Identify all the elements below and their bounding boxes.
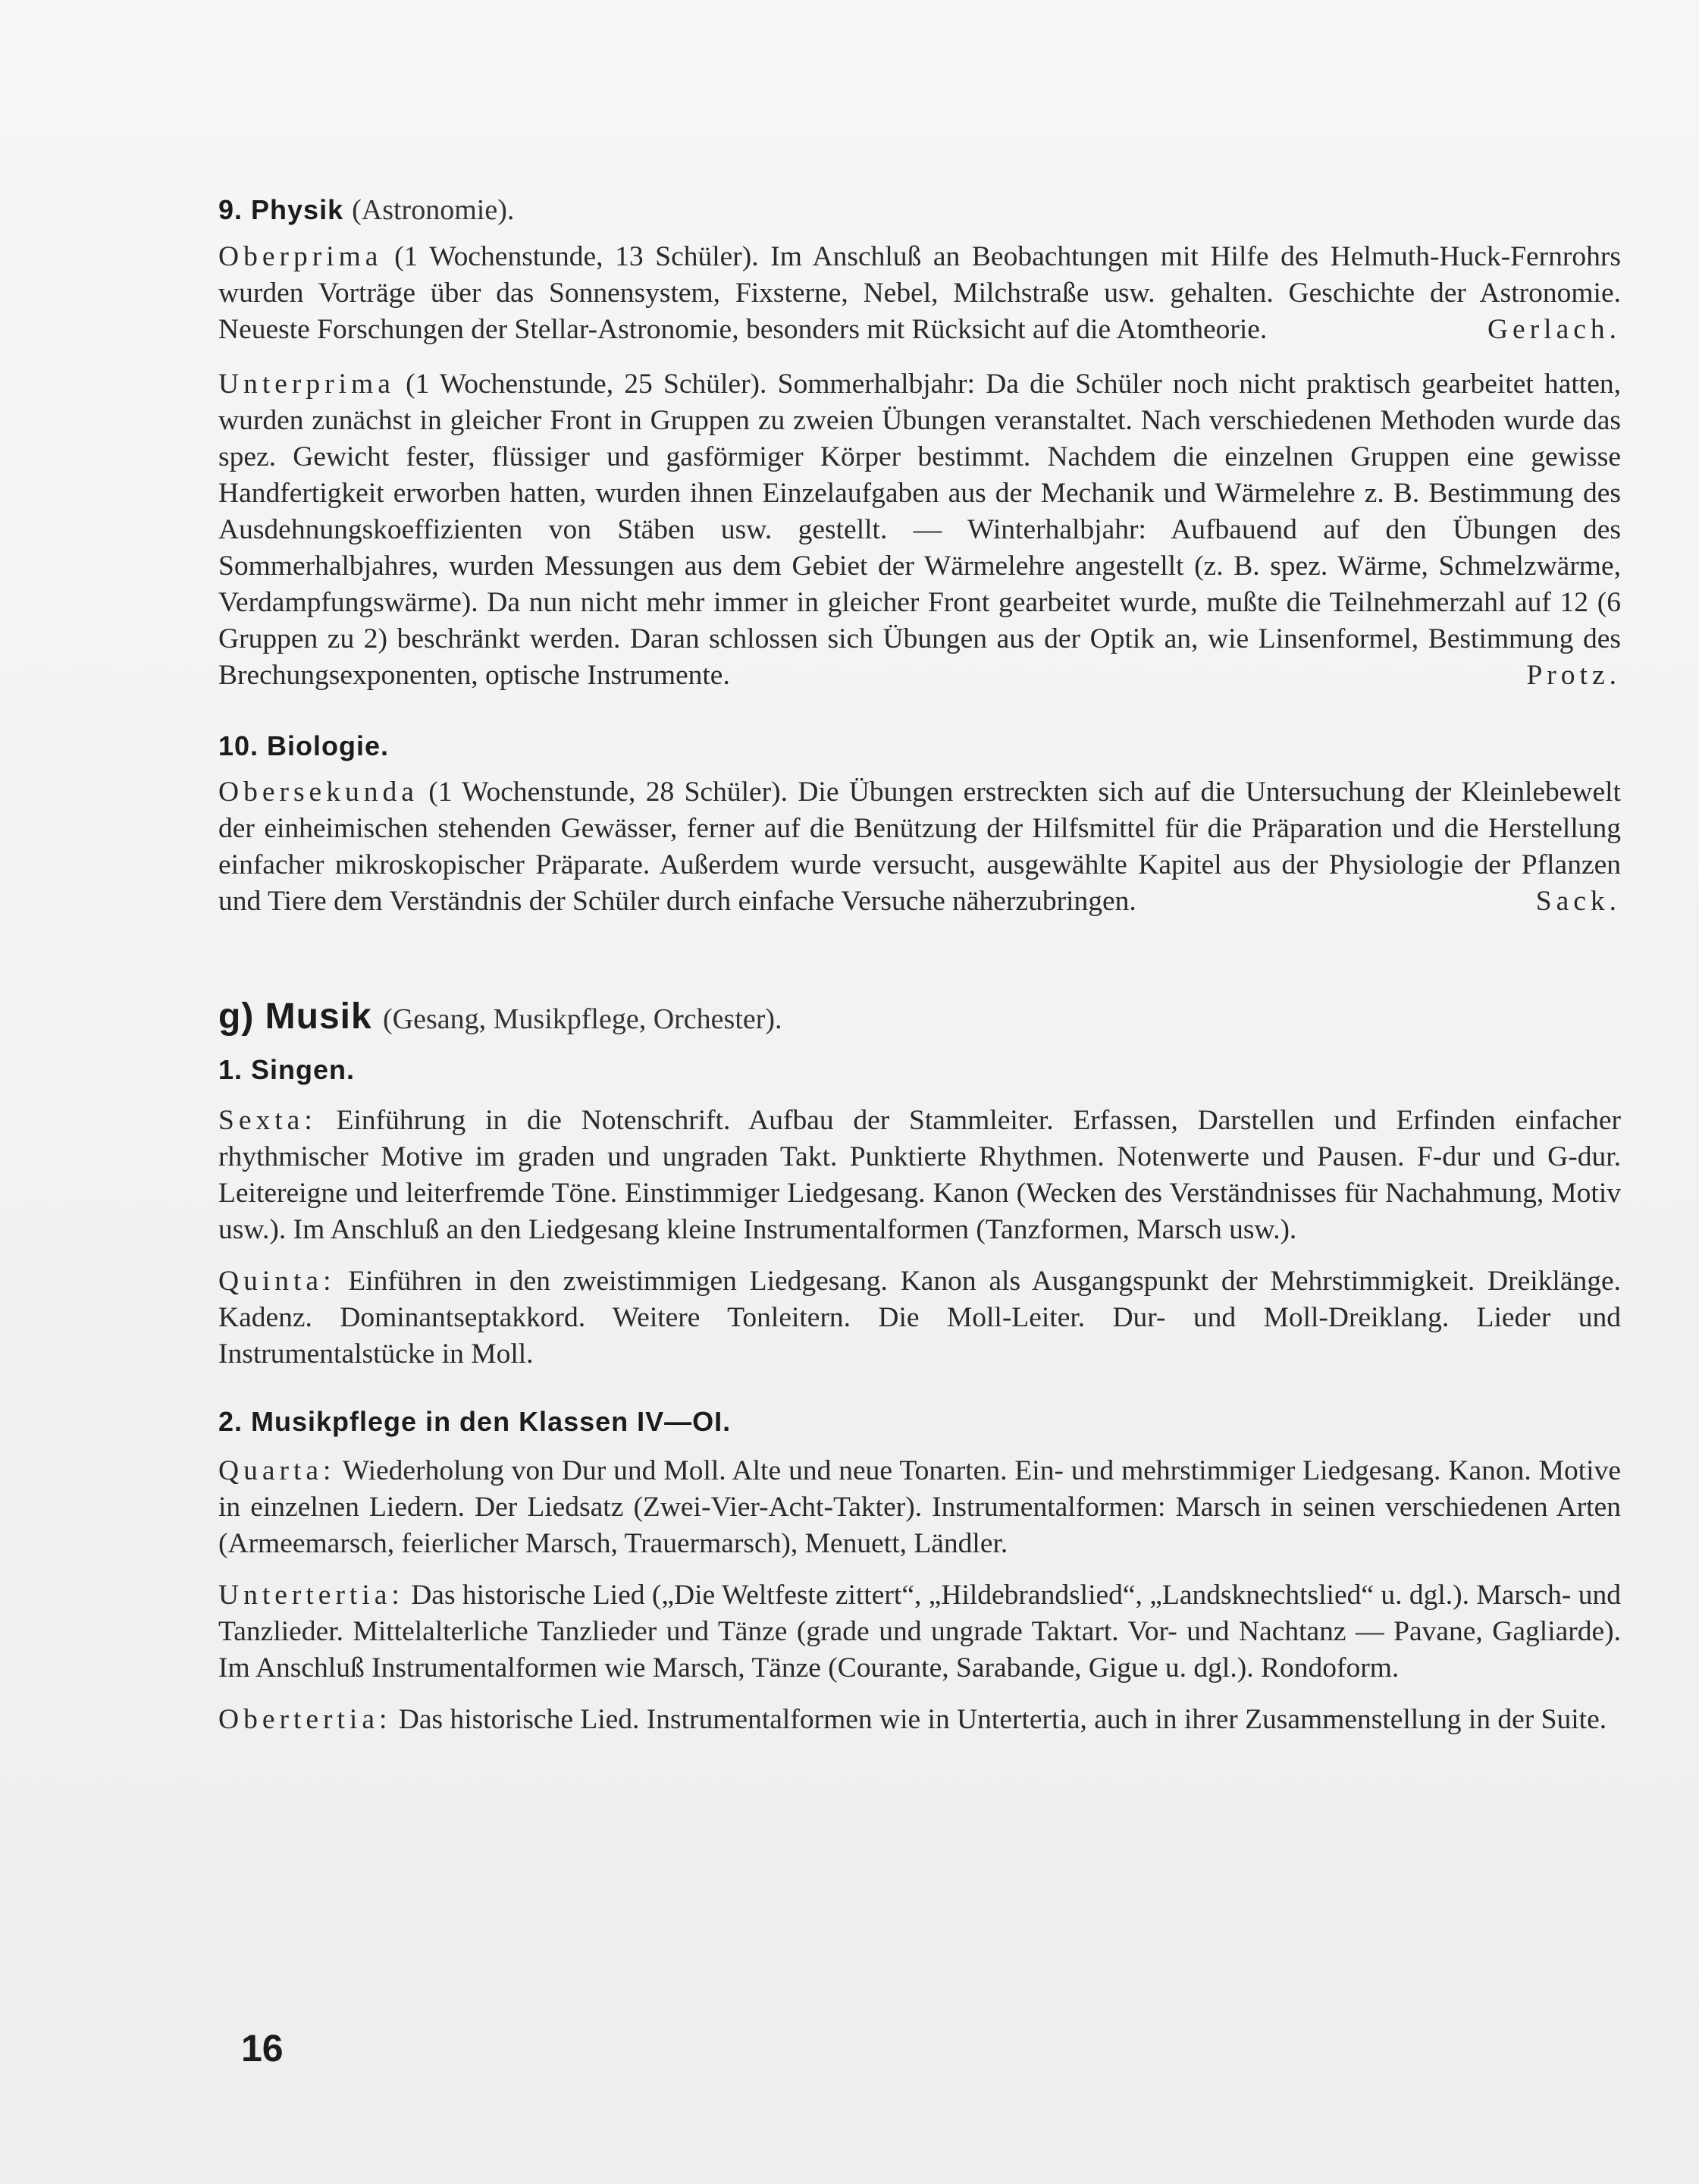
text-unterprima: (1 Wochenstunde, 25 Schüler). Sommerhalbjahr: Da die Schüler noch nicht praktisch gearbeitet hatten, wurden zunächst in gleicher Front in Gruppen zu zweien Übungen veranstaltet. Nach verschiedenen Methoden wurde das spez. Gewicht fester, flüssiger und gasförmiger Körper bestimmt. Nachdem die einzelnen Gruppen eine gewisse Handfertigkeit erworben hatten, wurden ihnen Einzelaufgaben aus der Mechanik und Wärmelehre z. B. Bestimmung des Ausdehnungskoeffizienten von Stäben usw. gestellt. — Winterhalbjahr: Aufbauend auf den Übungen des Sommerhalbjahres, wurden Messungen aus dem Gebiet der Wärmelehre angestellt (z. B. spez. Wärme, Schmelzwärme, Verdampfungswärme). Da nun nicht mehr immer in gleicher Front gearbeitet wurde, mußte die Teilnehmerzahl auf 12 (6 Gruppen zu 2) beschränkt werden. Daran schlossen sich Übungen aus der Optik an, wie Linsenformel, Bestimmung des Brechungsexponenten, optische Instrumente. xyxy=(218,369,1621,691)
page-content xyxy=(218,193,1621,1738)
text-quinta: Einführen in den zweistimmigen Liedgesang. Kanon als Ausgangspunkt der Mehrstimmigkeit. Dreiklänge. Kadenz. Dominantseptakkord. Weitere Tonleitern. Die Moll-Leiter. Dur- und Moll-Dreiklang. Lieder und Instrumentalstücke in Moll. xyxy=(218,1266,1621,1370)
text-untertertia: Das historische Lied („Die Weltfeste zittert“, „Hildebrandslied“, „Landsknechtslied“ u. dgl.). Marsch- und Tanzlieder. Mittelalterliche Tanzlieder und Tänze (grade und ungrade Taktart. Vor- und Nachtanz — Pavane, Gagliarde). Im Anschluß Instrumentalformen wie Marsch, Tänze (Courante, Sarabande, Gigue u. dgl.). Rondoform. xyxy=(218,1580,1621,1684)
heading-musik-bold: g) Musik xyxy=(218,996,372,1037)
paragraph-unterprima xyxy=(218,366,1621,694)
label-quinta: Quinta: xyxy=(218,1266,336,1297)
heading-singen: 1. Singen. xyxy=(218,1054,356,1085)
label-sexta: Sexta: xyxy=(218,1105,317,1136)
paragraph-obertertia xyxy=(218,1702,1621,1738)
text-obertertia: Das historische Lied. Instrumentalformen wie in Untertertia, auch in ihrer Zusammenstellung in der Suite. xyxy=(391,1704,1607,1735)
paragraph-obersekunda xyxy=(218,774,1621,920)
paragraph-untertertia xyxy=(218,1577,1621,1687)
heading-musikpflege: 2. Musikpflege in den Klassen IV—OI. xyxy=(218,1406,732,1437)
paragraph-quarta xyxy=(218,1453,1621,1562)
paragraph-oberprima xyxy=(218,239,1621,348)
heading-musik xyxy=(218,996,1621,1037)
heading-biologie-bold: 10. Biologie. xyxy=(218,730,390,761)
text-sexta: Einführung in die Notenschrift. Aufbau der Stammleiter. Erfassen, Darstellen und Erfinden einfacher rhythmischer Motive im graden und ungraden Takt. Punktierte Rhythmen. Notenwerte und Pausen. F-dur und G-dur. Leitereigne und leiterfremde Töne. Einstimmiger Liedgesang. Kanon (Wecken des Verständnisses für Nachahmung, Motiv usw.). Im Anschluß an den Liedgesang kleine Instrumentalformen (Tanzformen, Marsch usw.). xyxy=(218,1105,1621,1245)
heading-physik-subtitle: (Astronomie). xyxy=(352,194,515,226)
paragraph-quinta xyxy=(218,1263,1621,1373)
signature-gerlach: Gerlach. xyxy=(1487,314,1621,345)
signature-protz: Protz. xyxy=(1526,660,1621,691)
heading-physik xyxy=(218,193,1621,227)
label-obertertia: Obertertia: xyxy=(218,1704,392,1735)
text-quarta: Wiederholung von Dur und Moll. Alte und neue Tonarten. Ein- und mehrstimmiger Liedgesang. Kanon. Motive in einzelnen Liedern. Der Liedsatz (Zwei-Vier-Acht-Takter). Instrumentalformen: Marsch in seinen verschiedenen Arten (Armeemarsch, feierlicher Marsch, Trauermarsch), Menuett, Ländler. xyxy=(218,1455,1621,1559)
text-obersekunda: (1 Wochenstunde, 28 Schüler). Die Übungen erstreckten sich auf die Untersuchung der Kleinlebewelt der einheimischen stehenden Gewässer, ferner auf die Benützung der Hilfsmittel für die Präparation und die Herstellung einfacher mikroskopischer Präparate. Außerdem wurde versucht, ausgewählte Kapitel aus der Physiologie der Pflanzen und Tiere dem Verständnis der Schüler durch einfache Versuche näherzubringen. xyxy=(218,777,1621,917)
page-number: 16 xyxy=(241,2027,284,2069)
label-untertertia: Untertertia: xyxy=(218,1580,404,1611)
heading-physik-bold: 9. Physik xyxy=(218,194,344,225)
label-oberprima: Oberprima xyxy=(218,241,383,272)
signature-sack: Sack. xyxy=(1535,886,1621,917)
label-obersekunda: Obersekunda xyxy=(218,777,418,808)
heading-musik-subtitle: (Gesang, Musikpflege, Orchester). xyxy=(383,1003,782,1035)
paragraph-sexta xyxy=(218,1103,1621,1248)
text-oberprima: (1 Wochenstunde, 13 Schüler). Im Anschluß an Beobachtungen mit Hilfe des Helmuth-Huck-Fernrohrs wurden Vorträge über das Sonnensystem, Fixsterne, Nebel, Milchstraße usw. gehalten. Geschichte der Astronomie. Neueste Forschungen der Stellar-Astronomie, besonders mit Rücksicht auf die Atomtheorie. xyxy=(218,241,1621,345)
label-quarta: Quarta: xyxy=(218,1455,336,1486)
heading-biologie xyxy=(218,730,1621,762)
label-unterprima: Unterprima xyxy=(218,369,395,400)
